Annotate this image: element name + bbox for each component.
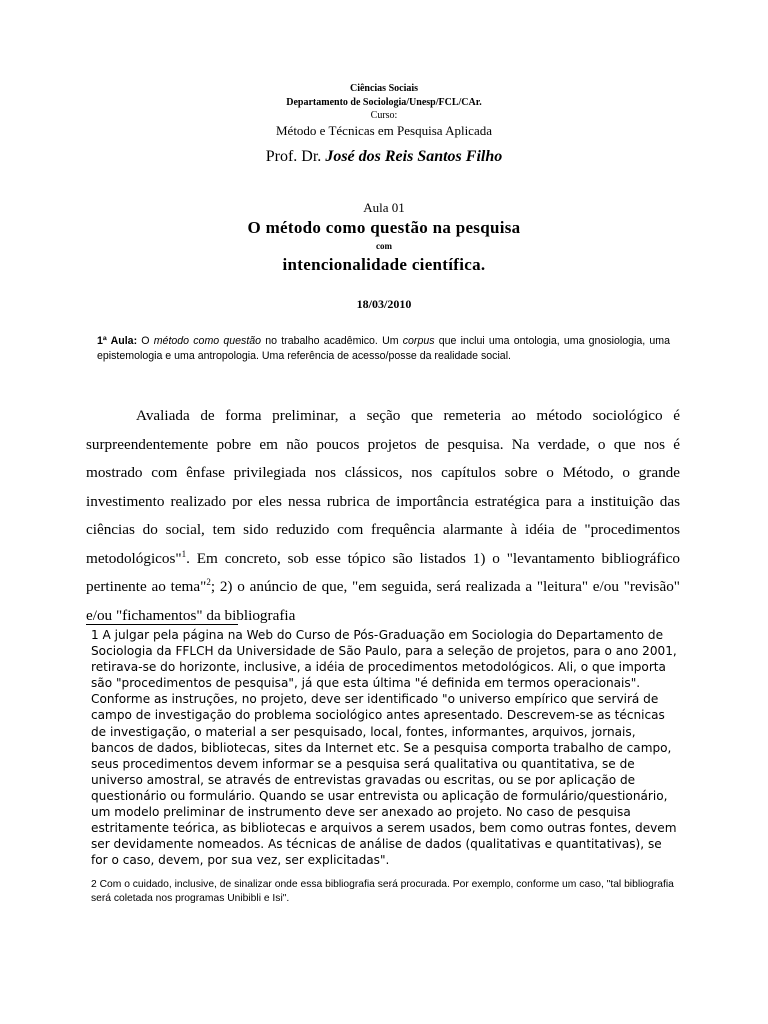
summary-text-2: no trabalho acadêmico. Um [261,335,403,347]
summary-label: 1ª Aula: [97,335,138,347]
course-name: Método e Técnicas em Pesquisa Aplicada [275,123,492,138]
department-line: Departamento de Sociologia/Unesp/FCL/CAr. [286,97,482,108]
summary-text-1: O [137,335,154,347]
body-paragraph [86,402,680,630]
lesson-title-line2: intencionalidade científica. [282,255,486,274]
lesson-title-line1: O método como questão na pesquisa [247,218,521,237]
body-text-3: ; 2) o anúncio de que, "em seguida, será realizada a "leitura" e/ou "revisão" e/ou "fichamentos" da bibliografia [86,578,680,624]
lesson-summary [97,334,670,364]
summary-text-3: que inclui uma ontologia, uma gnosiologia, uma epistemologia e uma antropologia. Uma referência de acesso/posse da realidade social. [97,335,670,362]
footnote-separator [86,624,238,625]
lesson-date: 18/03/2010 [356,297,412,311]
professor-prefix: Prof. Dr. [265,148,322,165]
footnote-ref-2[interactable]: 2 [206,576,211,587]
lesson-number: Aula 01 [363,200,405,215]
lesson-title-connector: com [376,241,392,251]
body-text-1: Avaliada de forma preliminar, a seção que remeteria ao método sociológico é surpreendentemente pobre em não poucos projetos de pesquisa. Na verdade, o que nos é mostrado com ênfase privilegiada nos clássicos, nos capítulos sobre o Método, o grande investimento realizado por eles nessa rubrica de importância estratégica para a instituição das ciências do social, tem sido reduzido com frequência alarmante à idéia de "procedimentos metodológicos" [86,407,680,567]
course-label: Curso: [370,110,398,121]
summary-emphasis-1: método como questão [153,335,262,347]
institution-line: Ciências Sociais [349,83,419,94]
footnote-ref-1[interactable]: 1 [181,548,187,559]
body-text-2: . Em concreto, sob esse tópico são listados 1) o "levantamento bibliográfico pertinente ao tema" [86,549,680,595]
summary-emphasis-2: corpus [402,335,435,347]
footnote-1: 1 A julgar pela página na Web do Curso de Pós-Graduação em Sociologia do Departamento de Sociologia da FFLCH da Universidade de São Paulo, para a seleção de projetos, para o ano 2001, retirava-se do horizonte, inclusive, a idéia de procedimentos metodológicos. Ali, o que importa são "procedimentos de pesquisa", já que esta última "é definida em termos operacionais". Conforme as instruções, no projeto, deve ser identificado "o universo empírico que servirá de campo de investigação do problema sociológico antes apresentado. Descrevem-se as técnicas de investigação, o material a ser pesquisado, local, fontes, informantes, arquivos, jornais, bancos de dados, bibliotecas, sites da Internet etc. Se a pesquisa comporta trabalho de campo, seus procedimentos devem informar se a pesquisa será qualitativa ou quantitativa, se de universo amostral, se através de entrevistas gravadas ou escritas, ou se por aplicação de questionário ou formulário. Quando se usar entrevista ou aplicação de formulário/questionário, um modelo preliminar de instrumento deve ser anexado ao projeto. No caso de pesquisa estritamente teórica, as bibliotecas e arquivos a serem usados, bem como outras fontes, devem ser devidamente nomeados. As técnicas de análise de dados (qualitativas e quantitativas), se for o caso, devem, por sua vez, ser explicitadas". [91,628,677,868]
professor-name: José dos Reis Santos Filho [325,148,503,165]
footnote-2: 2 Com o cuidado, inclusive, de sinalizar onde essa bibliografia será procurada. Por exemplo, conforme um caso, "tal bibliografia será coletada nos programas Unibibli e Isi". [91,879,674,904]
professor-line [0,148,768,166]
